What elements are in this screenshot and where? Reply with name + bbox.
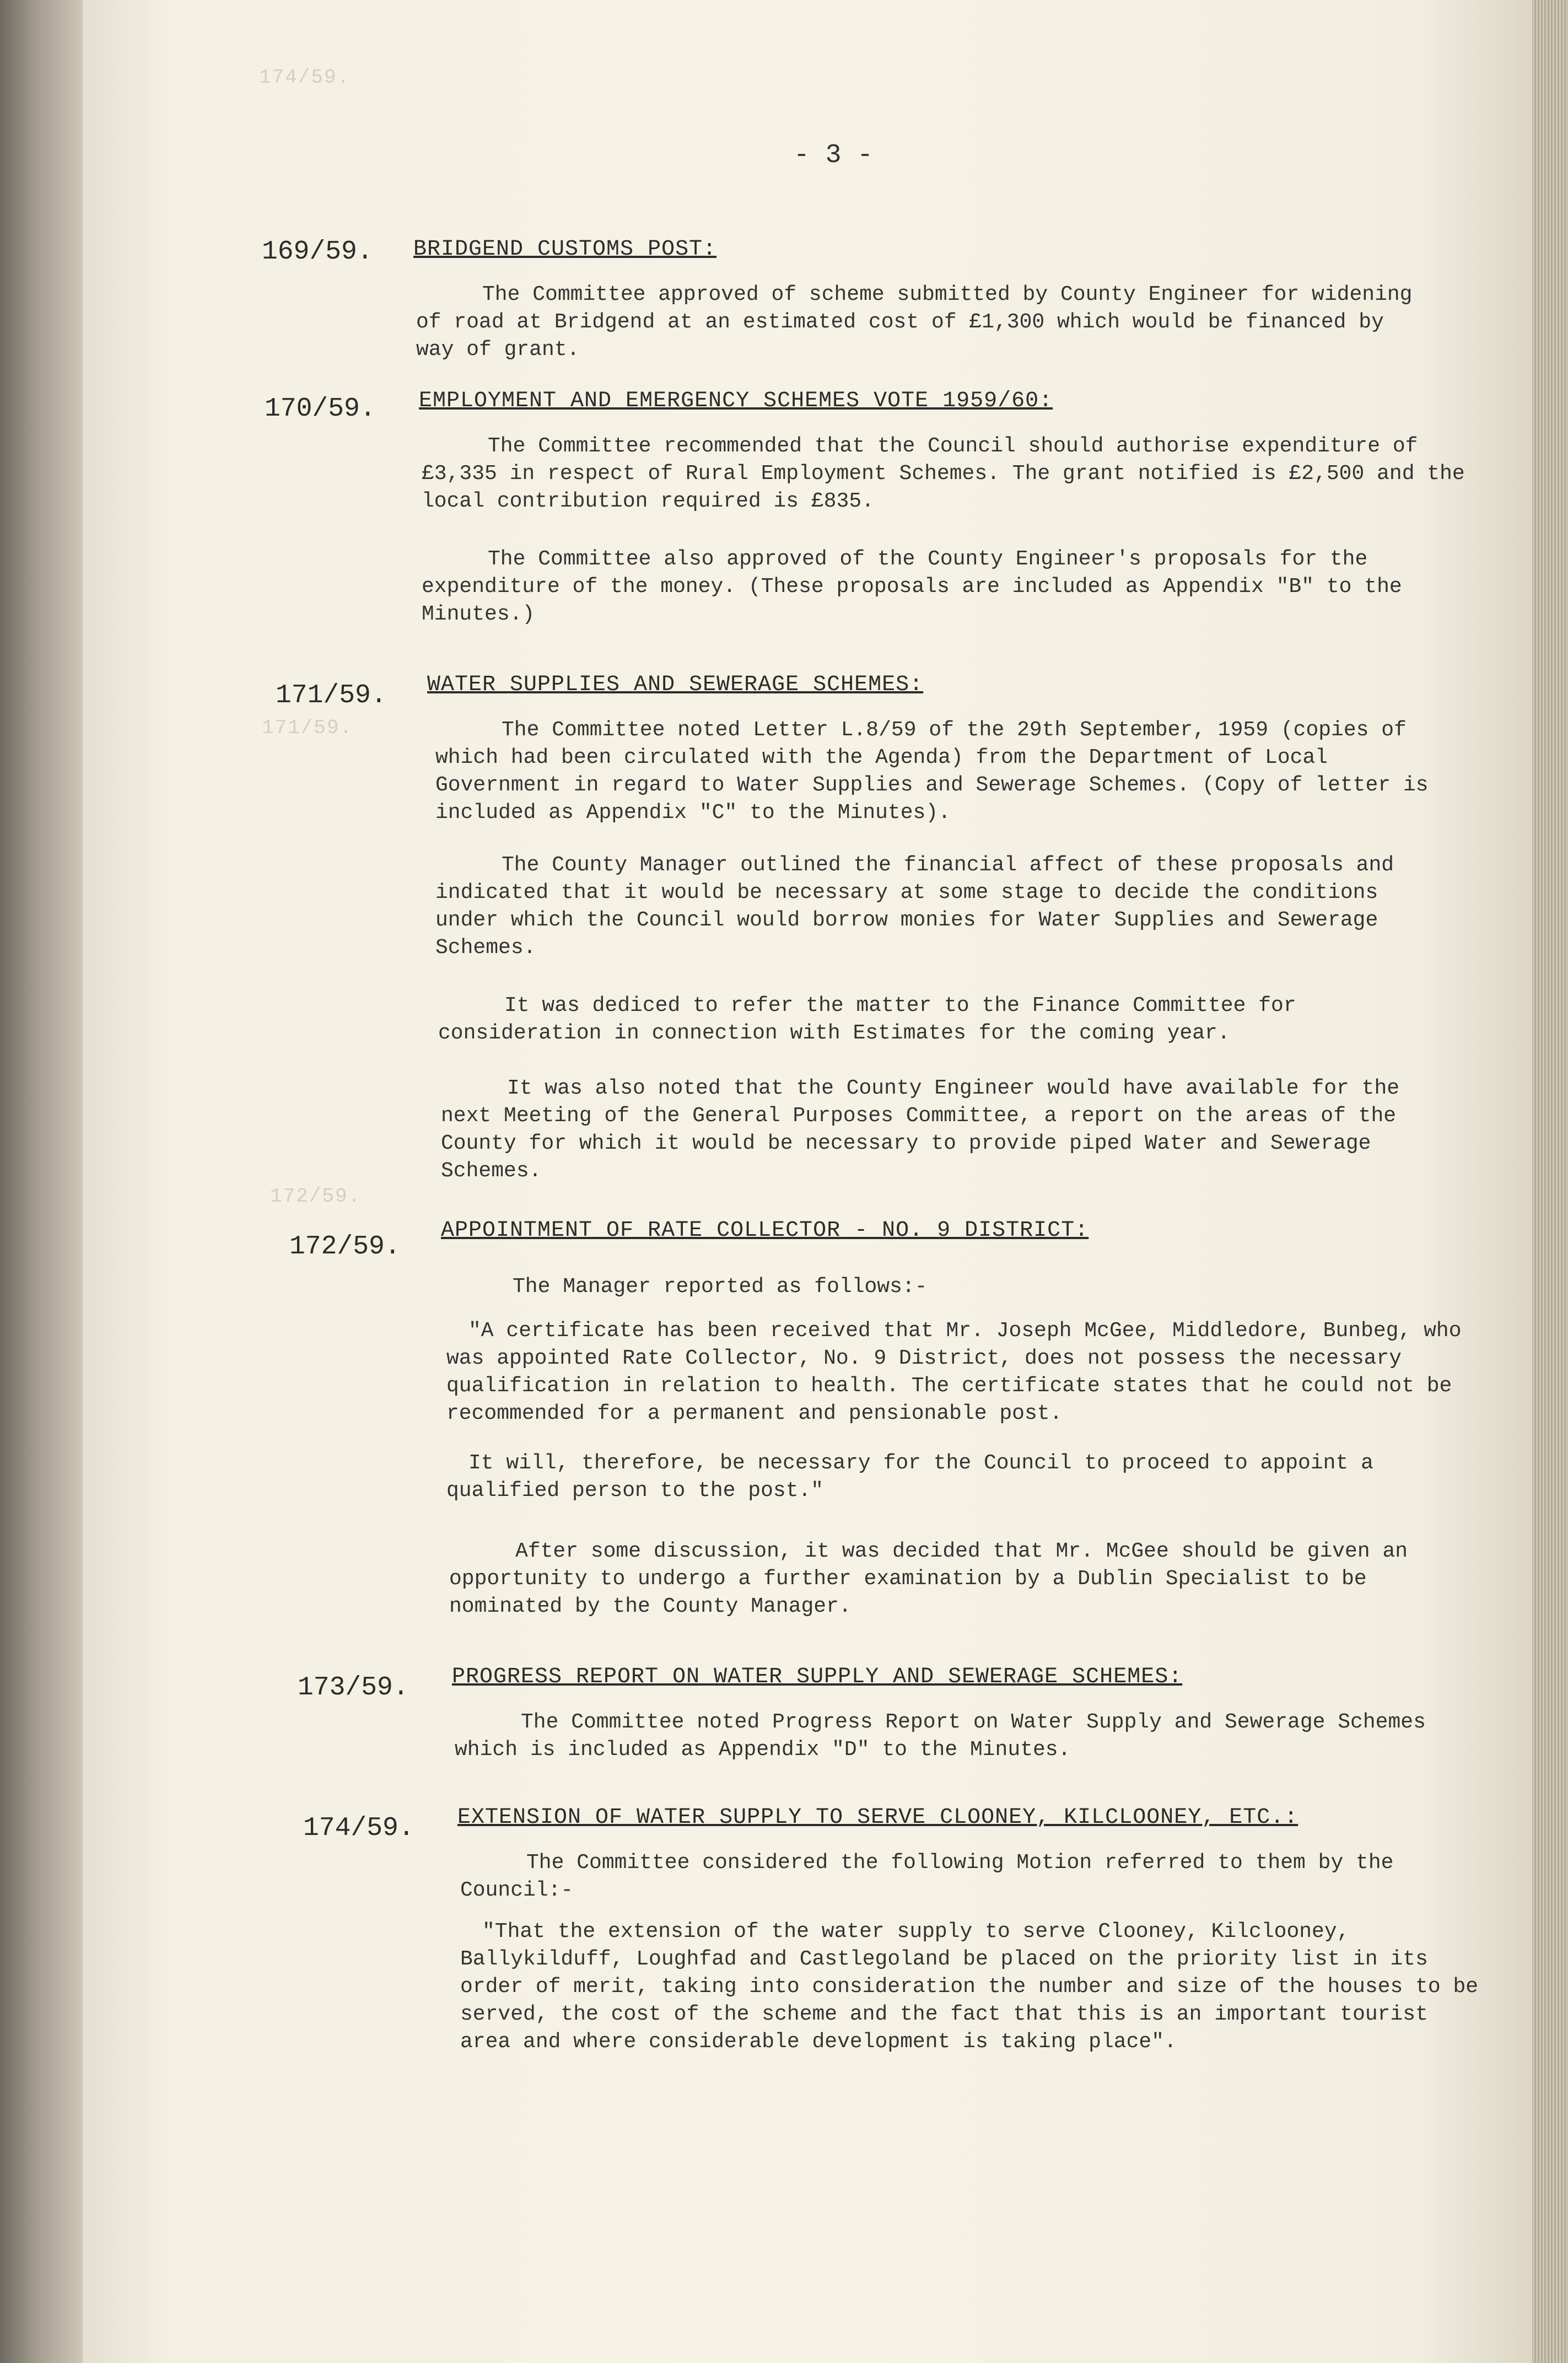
minute-paragraph: The Manager reported as follows:- (513, 1275, 928, 1299)
minute-number: 173/59. (298, 1673, 409, 1703)
minute-heading: APPOINTMENT OF RATE COLLECTOR - NO. 9 DISTRICT: (441, 1218, 1089, 1243)
minute-paragraph: It was also noted that the County Engineer would have available for the next Meeting of the General Purposes Committee, a report on the areas of the County for which it would be necessary to provide piped Water and Sewerage Schemes. (441, 1076, 1400, 1183)
minute-paragraph: The Committee also approved of the County Engineer's proposals for the expenditure of the money. (These proposals are included as Appendix "B" to the Minutes.) (422, 547, 1402, 626)
minute-paragraph: The Committee recommended that the Council should authorise expenditure of £3,335 in respect of Rural Employment Schemes. The grant notified is £2,500 and the local contribution required is £835. (422, 434, 1465, 513)
quoted-report: It will, therefore, be necessary for the Council to proceed to appoint a qualified person to the post." (446, 1451, 1373, 1503)
minute-heading: BRIDGEND CUSTOMS POST: (413, 237, 717, 262)
minute-number: 169/59. (262, 237, 373, 267)
page-number: - 3 - (794, 141, 874, 170)
minute-paragraph: The Committee noted Progress Report on Water Supply and Sewerage Schemes which is included as Appendix "D" to the Minutes. (455, 1710, 1426, 1762)
bleed-through-label: 172/59. (270, 1185, 362, 1208)
page-edges (1532, 0, 1568, 2363)
bleed-through-label: 171/59. (262, 717, 353, 739)
minute-paragraph: The Committee approved of scheme submitted by County Engineer for widening of road at Bridgend at an estimated cost of £1,300 which would be financed by way of grant. (416, 283, 1413, 362)
minute-paragraph: It was dediced to refer the matter to the Finance Committee for consideration in connection with Estimates for the coming year. (438, 994, 1296, 1045)
minute-heading: EMPLOYMENT AND EMERGENCY SCHEMES VOTE 1959/60: (419, 389, 1053, 413)
minute-paragraph: The Committee noted Letter L.8/59 of the 29th September, 1959 (copies of which had been circulated with the Agenda) from the Department of Local Government in regard to Water Supplies and Sewerage Schemes. (Copy of letter is included as Appendix "C" to the Minutes). (435, 718, 1429, 825)
minute-heading: EXTENSION OF WATER SUPPLY TO SERVE CLOONEY, KILCLOONEY, ETC.: (457, 1805, 1298, 1830)
binding-gutter (0, 0, 83, 2363)
minute-number: 174/59. (303, 1813, 414, 1843)
minute-paragraph: After some discussion, it was decided that Mr. McGee should be given an opportunity to undergo a further examination by a Dublin Specialist to be nominated by the County Manager. (449, 1540, 1408, 1618)
quoted-report: "A certificate has been received that Mr. Joseph McGee, Middledore, Bunbeg, who was appointed Rate Collector, No. 9 District, does not possess the necessary qualification in relation to health. The certificate states that he could not be recommended for a permanent and pensionable post. (446, 1319, 1462, 1425)
minute-number: 170/59. (265, 394, 376, 424)
minute-paragraph: The County Manager outlined the financial affect of these proposals and indicated that it would be necessary at some stage to decide the conditions under which the Council would borrow monies for Water Supplies and Sewerage Schemes. (435, 853, 1394, 960)
minute-heading: PROGRESS REPORT ON WATER SUPPLY AND SEWERAGE SCHEMES: (452, 1665, 1183, 1689)
minute-heading: WATER SUPPLIES AND SEWERAGE SCHEMES: (427, 672, 924, 697)
minute-paragraph: The Committee considered the following Motion referred to them by the Council:- (460, 1851, 1394, 1902)
quoted-motion: "That the extension of the water supply to serve Clooney, Kilclooney, Ballykilduff, Loughfad and Castlegoland be placed on the priority list in its order of merit, taking into consideration the number and size of the houses to be served, the cost of the scheme and the fact that this is an important tourist area and where considerable development is taking place". (460, 1920, 1479, 2054)
minute-number: 172/59. (289, 1232, 401, 1262)
minute-number: 171/59. (276, 681, 387, 710)
bleed-through-label: 174/59. (259, 66, 351, 89)
